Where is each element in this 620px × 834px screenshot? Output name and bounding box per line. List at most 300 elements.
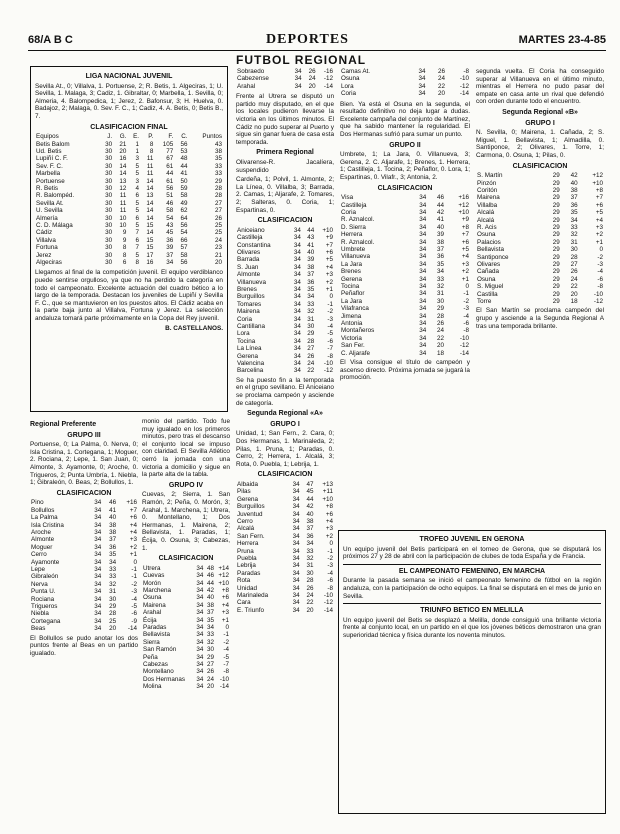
segunda-b-title: Segunda Regional «B» [502,108,578,116]
divider [343,603,601,604]
table-cell: +10 [218,579,229,587]
table-cell: La Jara [341,297,363,305]
trofeo-title: TROFEO JUVENIL EN GERONA [419,536,525,543]
table-cell: 34 [570,216,578,224]
table-cell: -2 [131,580,137,588]
table-cell: Cádiz [36,229,53,237]
table-cell: -7 [327,345,333,353]
table-cell: -10 [323,360,333,368]
table-cell: 26 [308,68,316,75]
table-cell: Marchena [143,586,172,594]
col-head: G. [119,133,127,141]
table-cell: 29 [552,179,560,187]
liga-table-head [35,133,223,140]
table-cell: 29 [436,305,444,313]
table-cell: -2 [223,638,229,646]
liga-table-title: CLASIFICACION FINAL [90,123,168,131]
table-cell: 11 [119,207,127,215]
table-row [236,525,334,532]
table-cell: 34 [94,558,102,566]
table-cell: Aniceiano [237,226,265,234]
table-row [340,283,470,290]
table-cell: 34 [293,308,301,316]
table-cell: 36 [109,543,117,551]
table-row [30,514,138,521]
table-row [35,229,223,236]
table-row [236,592,334,599]
table-cell: 38 [307,263,315,271]
table-cell: 30 [105,229,113,237]
table-cell: +11 [322,488,333,496]
col5-text2: El San Martín se proclama campeón del grupo y asciende a la Segunda Regional A tras una temporada brillante. [476,307,604,330]
table-cell: 34 [196,668,204,676]
primera-results: Cardeña, 1; Polvil, 1. Almonte, 2; La Línea, 0. Villalba, 3; Barrada, 2. Camas, 1; Aljarafe, 2. Tomares, 2; Salteras, 0. Coria, 1; Espartinas, 0. [236,176,334,214]
table-cell: Puebla [237,555,257,563]
table-cell: 0 [329,293,333,301]
table-cell: +4 [221,601,229,609]
table-cell: 31 [307,315,315,323]
table-cell: 29 [214,177,222,185]
table-cell: +3 [325,525,333,533]
table-cell: 34 [94,610,102,618]
table-cell: 34 [94,506,102,514]
divider [343,564,601,565]
table-cell: -12 [323,75,333,83]
table-cell: 34 [196,564,204,572]
table-cell: 40 [570,179,578,187]
table-cell: 14 [119,170,127,178]
table-cell: +6 [461,238,469,246]
table-cell: 30 [105,244,113,252]
table-cell: -3 [327,315,333,323]
table-row [476,172,604,179]
table-row [236,555,334,562]
table-cell: Jimena [341,312,362,320]
table-cell: 34 [94,514,102,522]
table-cell: +2 [595,231,603,239]
segunda-a-title: Segunda Regional «A» [247,410,323,418]
table-cell: 0 [225,623,229,631]
table-cell: Almonte [237,271,261,279]
table-cell: 34 [196,594,204,602]
table-row [142,565,230,572]
table-cell: 33 [214,170,222,178]
table-cell: 1 [135,147,140,155]
femenino-title: EL CAMPEONATO FEMENINO, EN MARCHA [398,567,546,575]
table-cell: 31 [436,290,444,298]
table-cell: +2 [325,532,333,540]
table-cell: Pino [31,499,44,507]
table-cell: 24 [306,592,314,600]
table-cell: -3 [131,588,137,596]
grupo-iv-results: Cuevas, 2; Sierra, 1. San Ramón, 2; Peña, 0. Morón, 3; Arahal, 1. Marchena, 1; Utrera, 0. Montellano, 1; Dos Hermanas, 1. Mairena, 2; Bellavista, 1. Paradas, 1; Écija, 0. Osuna, 3; Cabezas, 1. [142,491,230,552]
table-cell: Gerena [341,275,363,283]
table-row [340,290,470,297]
table-row [340,231,470,238]
table-cell: Almonte [31,536,55,544]
table-cell: +12 [458,201,469,209]
table-cell: 34 [419,297,427,305]
table-cell: -2 [463,297,469,305]
table-cell: -12 [459,342,469,350]
table-cell: +4 [461,253,469,261]
table-cell: 50 [180,177,188,185]
table-cell: 35 [109,551,117,559]
table-cell: 34 [292,480,300,488]
table-cell: Mairena [143,601,166,609]
table-cell: Utrera [143,564,161,572]
table-cell: Castilla [477,290,498,298]
table-cell: S. Juan [237,263,259,271]
table-cell: 34 [196,572,204,580]
table-cell: 37 [109,536,117,544]
col3-text: Frente al Utrera se disputó un partido muy disputado, en el que los locales pudieron llevarse la victoria en los últimos minutos. El Cádiz no pudo superar al Puerto y sigue sin ganar fuera de casa esta temporada. [236,93,334,146]
table-cell: +10 [322,495,333,503]
table-cell: 43 [214,140,222,148]
table-cell: 20 [570,290,578,298]
segunda-a-results: Unidad, 1; San Fern., 2. Cara, 0; Dos Hermanas, 1. Marinaleda, 2; Pilas, 1. Pruna, 1; Paradas, 0. Cerro, 2; Herrera, 1. Alcalá, 3; Rota, 0. Puebla, 1; Lebrija, 1. [236,430,334,468]
table-row [340,253,470,260]
col-head: J. [107,133,113,141]
table-cell: +10 [458,208,469,216]
table-cell: 44 [207,579,215,587]
table-row [236,83,334,90]
table-row [236,234,334,241]
table-row [476,261,604,268]
table-cell: 29 [552,216,560,224]
table-row [340,68,470,75]
table-cell: 33 [307,300,315,308]
table-cell: 34 [94,528,102,536]
table-row [236,511,334,518]
table-cell: 64 [180,214,188,222]
segunda-b-results: N. Sevilla, 0; Mairena, 1. Cañada, 2; S. Miguel, 1. Bellavista, 1; Almadilla, 0. Santiponce, 2; Olivares, 1. Torre, 1; Carmona, 0. Osuna, 1; Pilas, 0. [476,129,604,159]
table-row [236,488,334,495]
table-cell: 34 [419,268,427,276]
table-cell: Isla Cristina [31,521,64,529]
table-cell: -8 [223,668,229,676]
table-cell: -10 [219,675,229,683]
table-row [30,625,138,632]
table-cell: S. Miguel [477,283,504,291]
table-cell: 34 [419,342,427,350]
table-cell: C. D. Málaga [36,222,73,230]
table-cell: -10 [459,75,469,83]
table-row [476,283,604,290]
table-cell: 39 [436,231,444,239]
table-cell: 34 [419,283,427,291]
table-cell: R. Acis [477,223,497,231]
table-row [476,209,604,216]
grupo-iv-class-title: CLASIFICACION [158,555,214,563]
table-row [236,518,334,525]
table-cell: R. Balompéd. [36,192,75,200]
table-cell: -4 [327,569,333,577]
table-cell: 38 [436,238,444,246]
table-row [30,581,138,588]
table-cell: 26 [306,584,314,592]
table-cell: 30 [105,207,113,215]
table-cell: 8 [122,244,127,252]
table-cell: 11 [146,162,154,170]
table-cell: 34 [294,82,302,90]
table-cell: -3 [327,562,333,570]
table-cell: 34 [293,234,301,242]
col-head: Puntos [202,133,222,141]
table-cell: -4 [597,268,603,276]
table-cell: 34 [419,231,427,239]
table-cell: 32 [436,283,444,291]
table-cell: 26 [570,268,578,276]
table-cell: +6 [325,510,333,518]
table-row [476,231,604,238]
table-cell: 20 [437,90,445,98]
table-cell: 26 [437,68,445,75]
table-cell: -14 [459,90,469,98]
table-cell: 26 [214,214,222,222]
section-name: DEPORTES [266,32,349,47]
table-row [142,617,230,624]
table-cell: 34 [294,68,302,75]
table-cell: 34 [293,285,301,293]
preferente-table [30,499,138,632]
table-cell: 11 [146,155,154,163]
page-number: 68/A B C [28,34,73,46]
table-cell: Gibraleón [31,573,59,581]
table-cell: -1 [463,290,469,298]
table-cell: -1 [327,300,333,308]
table-cell: 44 [306,495,314,503]
table-cell: 34 [292,562,300,570]
primera-regional-column [236,68,334,813]
table-cell: Tocina [341,283,360,291]
table-cell: 33 [436,275,444,283]
table-cell: 34 [293,337,301,345]
table-cell: 32 [109,580,117,588]
table-cell: Marinaleda [237,592,269,600]
table-cell: 34 [94,573,102,581]
table-cell: 13 [146,192,154,200]
table-cell: 27 [307,345,315,353]
grupo-ii-table [340,194,470,357]
table-cell: 29 [552,268,560,276]
table-cell: 25 [214,222,222,230]
table-cell: 34 [196,586,204,594]
table-cell: 34 [94,521,102,529]
table-row [142,654,230,661]
table-row [236,323,334,330]
segunda-b-column [476,68,604,526]
table-cell: 34 [293,278,301,286]
table-cell: -7 [223,660,229,668]
table-cell: Barrada [237,256,260,264]
table-cell: 30 [105,147,113,155]
table-row [476,180,604,187]
table-cell: 34 [292,503,300,511]
table-cell: 39 [307,256,315,264]
table-cell: 0 [599,246,603,254]
table-cell: Coria [341,90,357,98]
table-row [30,618,138,625]
table-cell: 28 [214,192,222,200]
table-cell: Marbella [36,170,61,178]
table-cell: +3 [129,536,137,544]
table-cell: -1 [223,631,229,639]
table-cell: 40 [207,594,215,602]
table-cell: Peña [143,653,158,661]
table-cell: +6 [221,594,229,602]
table-cell: +3 [595,223,603,231]
table-cell: 35 [214,155,222,163]
table-cell: Barcelina [237,367,264,375]
table-cell: 24 [207,675,215,683]
table-cell: 34 [292,532,300,540]
table-cell: R. Aznalcol. [341,216,375,224]
table-cell: 34 [293,323,301,330]
table-cell: Paradas [143,623,167,631]
table-cell: Osuna [477,231,496,239]
table-cell: 34 [306,540,314,548]
table-row [340,202,470,209]
col5-text: segunda vuelta. El Coria ha conseguido superar al Villanueva en el último minuto, mientras el Herrera no pudo pasar del empate en casa ante un rival que defendió con orden durante todo el encuentro. [476,68,604,106]
table-cell: 29 [552,261,560,268]
table-cell: Unidad [237,584,257,592]
table-row [142,594,230,601]
table-cell: 34 [94,499,102,507]
table-cell: -2 [327,555,333,563]
table-cell: Osuna [341,75,360,83]
table-cell: 34 [94,580,102,588]
table-cell: -5 [131,603,137,611]
table-cell: 57 [180,244,188,252]
table-cell: 34 [292,555,300,563]
table-cell: 34 [418,82,426,90]
table-cell: +6 [129,514,137,522]
table-cell: 32 [570,231,578,239]
table-cell: 34 [94,625,102,633]
table-cell: -4 [463,312,469,320]
table-cell: 29 [552,290,560,298]
preferente-group: GRUPO III [67,431,101,439]
table-cell: 30 [105,162,113,170]
table-cell: 10 [119,214,127,222]
table-row [236,607,334,614]
table-cell: 34 [292,495,300,503]
table-cell: -6 [463,320,469,328]
table-cell: 30 [306,569,314,577]
primera-sub: Olivarense-R. Jacalíera, suspendido [236,158,334,174]
table-cell: -2 [327,308,333,316]
table-row [236,540,334,547]
segunda-b-group: GRUPO I [525,119,555,127]
table-cell: 20 [214,259,222,267]
table-cell: 29 [552,253,560,261]
col-head: Equipos [36,133,59,141]
table-row [35,200,223,207]
table-cell: +1 [221,616,229,624]
table-cell: 56 [180,140,188,148]
table-row [142,572,230,579]
table-row [340,305,470,312]
table-cell: 31 [109,588,117,596]
table-cell: 34 [419,305,427,313]
femenino-text: Durante la pasada semana se inició el campeonato femenino de fútbol en la región andaluza, con la participación de ocho equipos. La final se disputará en el mes de junio en Sevilla. [343,577,601,600]
table-cell: La Línea [237,345,262,353]
table-cell: -4 [223,646,229,654]
table-cell: -8 [327,352,333,360]
table-cell: Bellavista [143,631,170,639]
table-cell: 34 [307,293,315,301]
table-cell: 37 [207,609,215,617]
table-cell: Cuevas [143,572,165,580]
table-row [476,239,604,246]
table-cell: 30 [105,251,113,259]
table-row [35,148,223,155]
table-cell: 24 [214,236,222,244]
table-cell: 58 [180,251,188,259]
table-cell: 29 [552,283,560,291]
table-cell: 67 [166,155,174,163]
table-cell: 28 [306,577,314,585]
table-cell: Trigueros [31,603,58,611]
table-cell: 44 [180,162,188,170]
table-cell: -2 [597,253,603,261]
table-row [236,301,334,308]
grupo-ii-title: GRUPO II [389,141,421,149]
table-cell: -12 [459,82,469,90]
table-cell: Pilas [237,488,251,496]
table-cell: -5 [223,653,229,661]
table-cell: Ayamonte [31,558,60,566]
table-cell: 37 [436,246,444,253]
table-cell: 34 [196,683,204,691]
table-cell: 14 [146,214,154,222]
table-cell: 6 [135,236,140,244]
table-cell: +13 [322,480,333,488]
col4-top-table [340,68,470,98]
table-cell: -14 [323,82,333,90]
table-cell: 21 [214,251,222,259]
table-cell: +3 [221,609,229,617]
table-cell: 29 [109,603,117,611]
table-cell: 34 [292,569,300,577]
table-cell: Punta U. [31,588,56,596]
table-row [476,246,604,253]
table-cell: 33 [207,631,215,639]
table-cell: -14 [459,349,469,357]
table-row [35,163,223,170]
table-cell: 32 [306,555,314,563]
preferente-results: Portuense, 0; La Palma, 0. Nerva, 0; Isla Cristina, 1. Cortegana, 1; Moguer, 2. Rociana, 2; Lepe, 1. San Juan, 0; Almonte, 3. Ayamonte, 0; Aroche, 0. Trigueros, 2; Punta Umbría, 1. Niebla, 1; Gibraleón, 0. Beas, 2; Bollullos, 1. [30,441,138,487]
table-cell: 16 [119,155,127,163]
table-cell: 20 [119,147,127,155]
table-row [30,610,138,617]
table-cell: Peñaflor [341,290,365,298]
table-cell: Burguillos [237,293,265,301]
table-cell: 41 [436,216,444,224]
table-cell: 26 [307,352,315,360]
table-cell: -8 [463,327,469,335]
table-row [236,316,334,323]
table-row [476,224,604,231]
table-cell: 5 [135,170,140,178]
table-cell: Paradas [237,569,261,577]
table-cell: 36 [307,278,315,286]
table-cell: 30 [307,323,315,330]
table-cell: 32 [207,638,215,646]
table-cell: 3 [135,177,140,185]
table-cell: 14 [146,177,154,185]
